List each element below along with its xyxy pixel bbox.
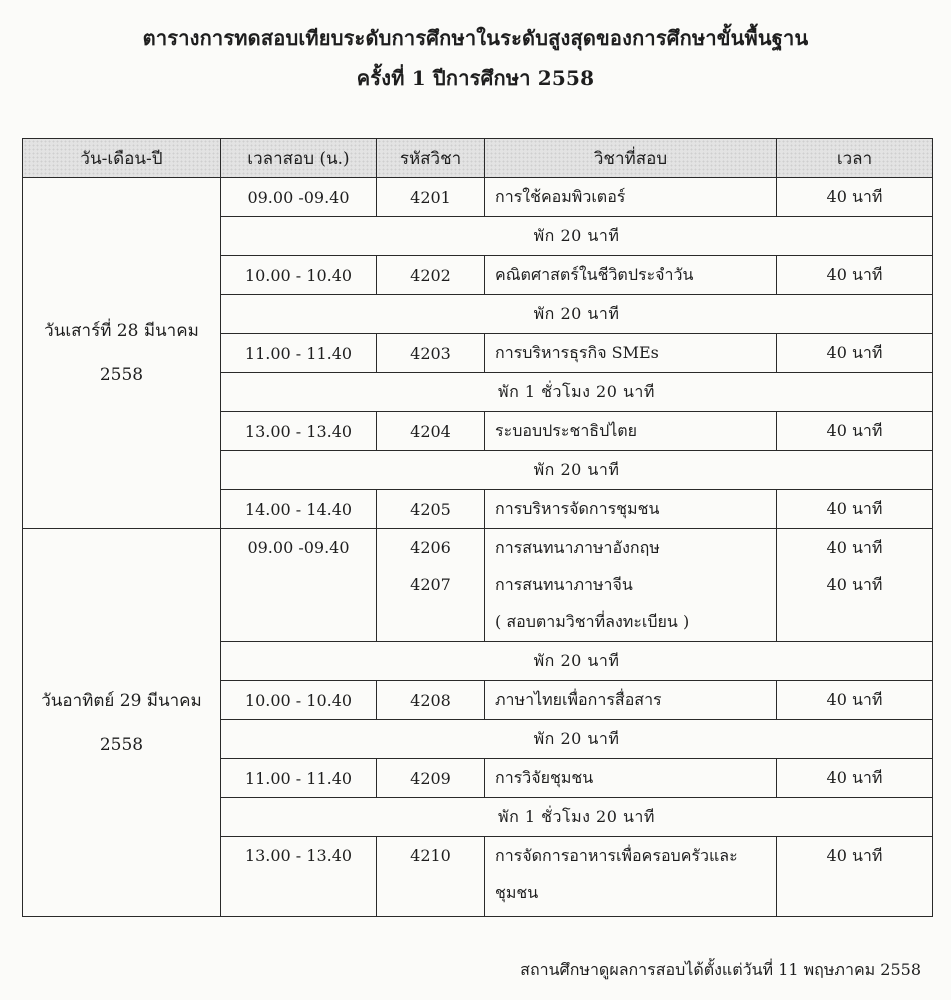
subject-name: คณิตศาสตร์ในชีวิตประจำวัน (485, 256, 777, 295)
day-cell-saturday (23, 178, 221, 529)
exam-duration-b: 40 นาที (826, 575, 883, 594)
header-date: วัน-เดือน-ปี (23, 139, 221, 178)
exam-duration: 40 นาที (777, 256, 933, 295)
day-year: 2558 (99, 365, 144, 385)
results-notice: สถานศึกษาดูผลการสอบได้ตั้งแต่วันที่ 11 พฤษภาคม 2558 (520, 960, 921, 979)
subject-code-b: 4207 (410, 575, 451, 594)
day-cell-sunday (23, 529, 221, 917)
day-label: วันเสาร์ที่ 28 มีนาคม (44, 321, 199, 341)
subject-name: ระบอบประชาธิปไตย (485, 412, 777, 451)
subject-code-a: 4206 (410, 538, 451, 557)
exam-time: 14.00 - 14.40 (221, 490, 377, 529)
break-text: พัก 20 นาที (221, 295, 933, 334)
subject-note: ( สอบตามวิชาที่ลงทะเบียน ) (495, 612, 690, 631)
exam-schedule-table (22, 138, 933, 917)
exam-duration: 40 นาที (777, 759, 933, 798)
subject-code (377, 529, 485, 642)
subject-code: 4205 (377, 490, 485, 529)
subject-code: 4209 (377, 759, 485, 798)
exam-duration: 40 นาที (777, 490, 933, 529)
exam-duration (777, 529, 933, 642)
exam-time-value: 13.00 - 13.40 (244, 846, 353, 865)
exam-time: 09.00 -09.40 (221, 178, 377, 217)
exam-time: 13.00 - 13.40 (221, 412, 377, 451)
exam-time: 10.00 - 10.40 (221, 681, 377, 720)
exam-time: 11.00 - 11.40 (221, 759, 377, 798)
table-row (23, 529, 933, 642)
subject-code: 4201 (377, 178, 485, 217)
subject-name (485, 529, 777, 642)
break-text: พัก 20 นาที (221, 642, 933, 681)
break-text: พัก 20 นาที (221, 451, 933, 490)
exam-time: 10.00 - 10.40 (221, 256, 377, 295)
subject-code: 4208 (377, 681, 485, 720)
exam-time (221, 529, 377, 642)
table-row (23, 178, 933, 217)
exam-duration: 40 นาที (777, 681, 933, 720)
subject-name: การวิจัยชุมชน (485, 759, 777, 798)
subject-name: การจัดการอาหารเพื่อครอบครัวและชุมชน (485, 837, 777, 917)
exam-duration-a: 40 นาที (826, 538, 883, 557)
exam-duration: 40 นาที (777, 334, 933, 373)
break-text: พัก 1 ชั่วโมง 20 นาที (221, 798, 933, 837)
day-year: 2558 (99, 734, 144, 755)
subject-name: ภาษาไทยเพื่อการสื่อสาร (485, 681, 777, 720)
exam-duration-value: 40 นาที (826, 846, 883, 865)
header-subject: วิชาที่สอบ (485, 139, 777, 178)
subject-code: 4203 (377, 334, 485, 373)
exam-time-value: 09.00 -09.40 (247, 538, 350, 557)
subject-name-a: การสนทนาภาษาอังกฤษ (495, 538, 660, 557)
subject-name-b: การสนทนาภาษาจีน (495, 575, 633, 594)
subject-code-value: 4210 (410, 846, 451, 865)
break-text: พัก 20 นาที (221, 217, 933, 256)
document-subtitle: ครั้งที่ 1 ปีการศึกษา 2558 (356, 66, 595, 90)
day-label: วันอาทิตย์ 29 มีนาคม (41, 690, 202, 711)
break-text: พัก 1 ชั่วโมง 20 นาที (221, 373, 933, 412)
document-title: ตารางการทดสอบเทียบระดับการศึกษาในระดับสูงสุดของการศึกษาขั้นพื้นฐาน (142, 26, 809, 50)
exam-time: 11.00 - 11.40 (221, 334, 377, 373)
subject-name: การบริหารธุรกิจ SMEs (485, 334, 777, 373)
subject-name: การใช้คอมพิวเตอร์ (485, 178, 777, 217)
header-duration: เวลา (777, 139, 933, 178)
break-text: พัก 20 นาที (221, 720, 933, 759)
subject-name: การบริหารจัดการชุมชน (485, 490, 777, 529)
subject-code (377, 837, 485, 917)
table-header-row (23, 139, 933, 178)
exam-time (221, 837, 377, 917)
subject-code: 4202 (377, 256, 485, 295)
header-subject-code: รหัสวิชา (377, 139, 485, 178)
exam-duration: 40 นาที (777, 178, 933, 217)
header-exam-time: เวลาสอบ (น.) (221, 139, 377, 178)
exam-duration (777, 837, 933, 917)
exam-duration: 40 นาที (777, 412, 933, 451)
subject-code: 4204 (377, 412, 485, 451)
